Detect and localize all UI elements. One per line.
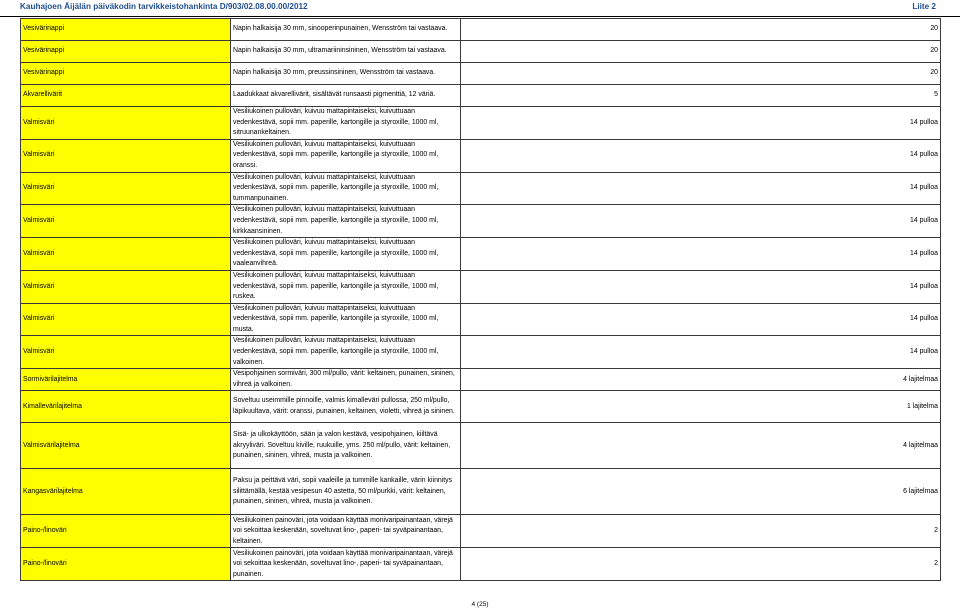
item-quantity: 4 lajitelmaa bbox=[461, 369, 941, 391]
table-row bbox=[21, 139, 941, 172]
table-row bbox=[21, 469, 941, 515]
page-header bbox=[0, 0, 960, 17]
item-description: Paksu ja peittävä väri, sopii vaaleille ja tummille kankaille, värin kiinnitys silittämällä, kestää vesipesun 40 astetta, 50 ml/purkki, värit: keltainen, punainen, sininen, vihreä, musta ja valkoinen. bbox=[231, 469, 461, 515]
item-description: Vesiliukoinen pulloväri, kuivuu mattapintaiseksi, kuivuttuaan vedenkestävä, sopii mm. paperille, kartongille ja styroxille, 1000 ml, oranssi. bbox=[231, 139, 461, 172]
item-quantity: 14 pulloa bbox=[461, 303, 941, 336]
table-row bbox=[21, 63, 941, 85]
item-quantity: 2 bbox=[461, 548, 941, 581]
item-name: Valmisväri bbox=[21, 139, 231, 172]
item-name: Valmisväri bbox=[21, 303, 231, 336]
item-name: Valmisväri bbox=[21, 172, 231, 205]
item-quantity: 14 pulloa bbox=[461, 270, 941, 303]
item-name: Paino-/linoväri bbox=[21, 515, 231, 548]
item-quantity: 4 lajitelmaa bbox=[461, 423, 941, 469]
table-row bbox=[21, 19, 941, 41]
item-name: Valmisväri bbox=[21, 205, 231, 238]
item-description: Vesiliukoinen pulloväri, kuivuu mattapintaiseksi, kuivuttuaan vedenkestävä, sopii mm. paperille, kartongille ja styroxille, 1000 ml, musta. bbox=[231, 303, 461, 336]
item-name: Kimallevärilajitelma bbox=[21, 391, 231, 423]
item-description: Vesipohjainen sormiväri, 300 ml/pullo, värit: keltainen, punainen, sininen, vihreä ja valkoinen. bbox=[231, 369, 461, 391]
item-description: Vesiliukoinen pulloväri, kuivuu mattapintaiseksi, kuivuttuaan vedenkestävä, sopii mm. paperille, kartongille ja styroxille, 1000 ml, vaaleanvihreä. bbox=[231, 238, 461, 271]
item-table bbox=[20, 18, 941, 581]
item-name: Paino-/linoväri bbox=[21, 548, 231, 581]
item-name: Kangasvärilajitelma bbox=[21, 469, 231, 515]
item-quantity: 14 pulloa bbox=[461, 205, 941, 238]
item-quantity: 1 lajitelma bbox=[461, 391, 941, 423]
page-number: 4 (25) bbox=[471, 601, 489, 608]
item-name: Vesivärinappi bbox=[21, 19, 231, 41]
table-row bbox=[21, 41, 941, 63]
item-name: Valmisvärilajitelma bbox=[21, 423, 231, 469]
table-row bbox=[21, 391, 941, 423]
item-description: Vesiliukoinen pulloväri, kuivuu mattapintaiseksi, kuivuttuaan vedenkestävä, sopii mm. paperille, kartongille ja styroxille, 1000 ml, tummanpunainen. bbox=[231, 172, 461, 205]
item-description: Laadukkaat akvarellivärit, sisältävät runsaasti pigmenttiä, 12 väriä. bbox=[231, 85, 461, 107]
item-description: Vesiliukoinen pulloväri, kuivuu mattapintaiseksi, kuivuttuaan vedenkestävä, sopii mm. paperille, kartongille ja styroxille, 1000 ml, kirkkaansininen. bbox=[231, 205, 461, 238]
item-description: Vesiliukoinen pulloväri, kuivuu mattapintaiseksi, kuivuttuaan vedenkestävä, sopii mm. paperille, kartongille ja styroxille, 1000 ml, valkoinen. bbox=[231, 336, 461, 369]
item-quantity: 20 bbox=[461, 19, 941, 41]
item-name: Valmisväri bbox=[21, 107, 231, 140]
document-title: Kauhajoen Äijälän päiväkodin tarvikkeistohankinta D/903/02.08.00.00/2012 bbox=[20, 2, 308, 11]
item-description: Soveltuu useimmille pinnoille, valmis kimalleväri pullossa, 250 ml/pullo, läpikuultava, värit: oranssi, punainen, keltainen, violetti, vihreä ja sininen. bbox=[231, 391, 461, 423]
item-name: Akvarellivärit bbox=[21, 85, 231, 107]
item-quantity: 6 lajitelmaa bbox=[461, 469, 941, 515]
item-quantity: 20 bbox=[461, 63, 941, 85]
table-row bbox=[21, 515, 941, 548]
item-name: Sormivärilajitelma bbox=[21, 369, 231, 391]
item-quantity: 14 pulloa bbox=[461, 336, 941, 369]
appendix-label: Liite 2 bbox=[912, 2, 936, 11]
table-row bbox=[21, 369, 941, 391]
item-description: Napin halkaisija 30 mm, preussinsininen, Wensström tai vastaava. bbox=[231, 63, 461, 85]
table-row bbox=[21, 336, 941, 369]
item-quantity: 5 bbox=[461, 85, 941, 107]
item-name: Vesivärinappi bbox=[21, 63, 231, 85]
item-quantity: 14 pulloa bbox=[461, 238, 941, 271]
item-name: Valmisväri bbox=[21, 238, 231, 271]
item-quantity: 14 pulloa bbox=[461, 107, 941, 140]
item-description: Napin halkaisija 30 mm, ultramariininsininen, Wensström tai vastaava. bbox=[231, 41, 461, 63]
item-description: Napin halkaisija 30 mm, sinooperinpunainen, Wensström tai vastaava. bbox=[231, 19, 461, 41]
table-row bbox=[21, 238, 941, 271]
item-description: Vesiliukoinen pulloväri, kuivuu mattapintaiseksi, kuivuttuaan vedenkestävä, sopii mm. paperille, kartongille ja styroxille, 1000 ml, ruskea. bbox=[231, 270, 461, 303]
table-row bbox=[21, 548, 941, 581]
item-description: Vesiliukoinen painoväri, jota voidaan käyttää monivaripainantaan, värejä voi sekoittaa keskenään, soveltuvat lino-, paperi- tai syväpainantaan, keltainen. bbox=[231, 515, 461, 548]
item-quantity: 14 pulloa bbox=[461, 139, 941, 172]
item-description: Sisä- ja ulkokäyttöön, sään ja valon kestävä, vesipohjainen, kiiltävä akryyliväri. Soveltuu kiville, ruukuille, yms. 250 ml/pullo, värit: keltainen, punainen, sininen, vihreä, musta ja valkoinen. bbox=[231, 423, 461, 469]
table-row bbox=[21, 85, 941, 107]
item-description: Vesiliukoinen painoväri, jota voidaan käyttää monivaripainantaan, värejä voi sekoittaa keskenään, soveltuvat lino-, paperi- tai syväpainantaan, punainen. bbox=[231, 548, 461, 581]
table-row bbox=[21, 107, 941, 140]
item-name: Vesivärinappi bbox=[21, 41, 231, 63]
item-name: Valmisväri bbox=[21, 336, 231, 369]
item-quantity: 20 bbox=[461, 41, 941, 63]
table-row bbox=[21, 205, 941, 238]
item-name: Valmisväri bbox=[21, 270, 231, 303]
item-quantity: 2 bbox=[461, 515, 941, 548]
table-row bbox=[21, 270, 941, 303]
table-row bbox=[21, 172, 941, 205]
table-row bbox=[21, 423, 941, 469]
item-quantity: 14 pulloa bbox=[461, 172, 941, 205]
item-description: Vesiliukoinen pulloväri, kuivuu mattapintaiseksi, kuivuttuaan vedenkestävä, sopii mm. paperille, kartongille ja styroxille, 1000 ml, sitruunankeltainen. bbox=[231, 107, 461, 140]
table-row bbox=[21, 303, 941, 336]
